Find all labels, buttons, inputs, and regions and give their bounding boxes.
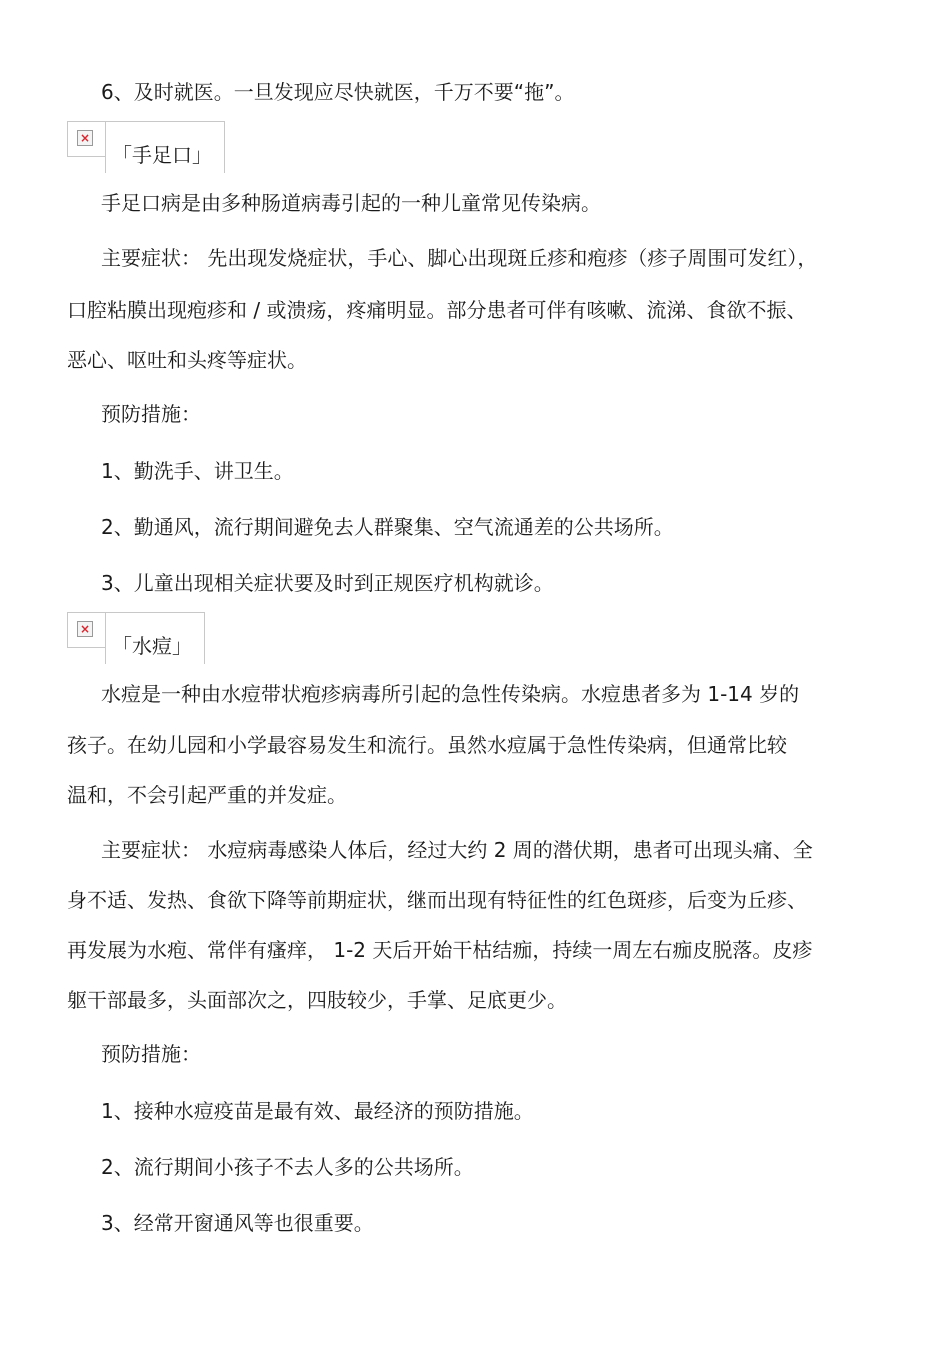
line-6: 预防措施： [101,402,201,426]
line-9: 3、儿童出现相关症状要及时到正规医疗机构就诊。 [101,571,554,595]
line-20: 3、经常开窗通风等也很重要。 [101,1211,374,1235]
line-18: 1、接种水痘疫苗是最有效、最经济的预防措施。 [101,1099,534,1123]
line-15: 再发展为水疱、常伴有瘙痒， 1-2 天后开始干枯结痂，持续一周左右痂皮脱落。皮疹 [67,938,813,962]
broken-image-placeholder [67,121,105,157]
section-title: 「水痘」 [105,612,205,664]
line-8: 2、勤通风，流行期间避免去人群聚集、空气流通差的公共场所。 [101,515,674,539]
line-2: 手足口病是由多种肠道病毒引起的一种儿童常见传染病。 [101,191,601,215]
line-14: 身不适、发热、食欲下降等前期症状，继而出现有特征性的红色斑疹，后变为丘疹、 [67,888,807,912]
line-4: 口腔粘膜出现疱疹和 / 或溃疡，疼痛明显。部分患者可伴有咳嗽、流涕、食欲不振、 [67,298,807,322]
line-7: 1、勤洗手、讲卫生。 [101,459,294,483]
line-12: 温和，不会引起严重的并发症。 [67,783,347,807]
line-5: 恶心、呕吐和头疼等症状。 [67,348,307,372]
line-16: 躯干部最多，头面部次之，四肢较少，手掌、足底更少。 [67,988,567,1012]
line-11: 孩子。在幼儿园和小学最容易发生和流行。虽然水痘属于急性传染病，但通常比较 [67,733,787,757]
line-10: 水痘是一种由水痘带状疱疹病毒所引起的急性传染病。水痘患者多为 1-14 岁的 [101,682,800,706]
line-13: 主要症状： 水痘病毒感染人体后，经过大约 2 周的潜伏期，患者可出现头痛、全 [101,838,813,862]
line-3: 主要症状： 先出现发烧症状，手心、脚心出现斑丘疹和疱疹（疹子周围可发红）， [101,246,818,270]
line-17: 预防措施： [101,1042,201,1066]
broken-image-placeholder [67,612,105,648]
line-1: 6、及时就医。一旦发现应尽快就医，千万不要“拖”。 [101,80,575,104]
section-title: 「手足口」 [105,121,225,173]
line-19: 2、流行期间小孩子不去人多的公共场所。 [101,1155,474,1179]
broken-image-icon: × [77,621,93,637]
broken-image-icon: × [77,130,93,146]
